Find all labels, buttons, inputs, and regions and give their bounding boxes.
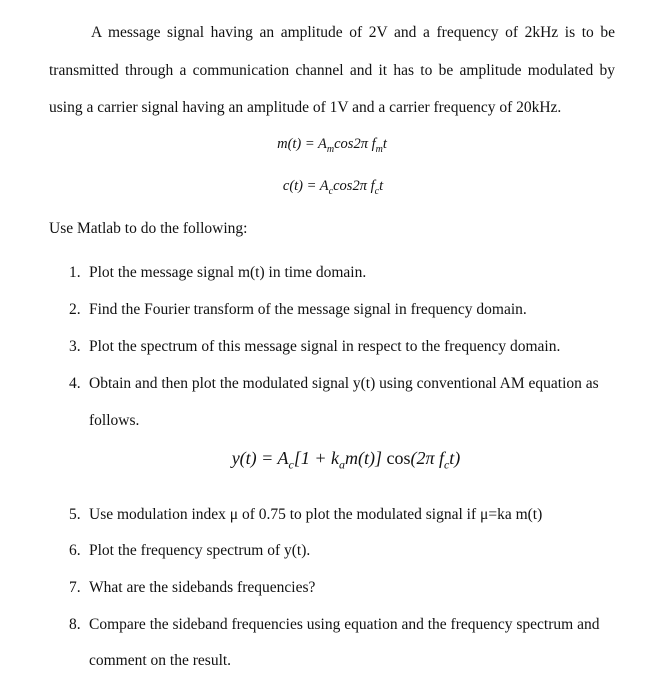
list-item (69, 338, 617, 356)
eq-c-mid: cos2π f (333, 178, 375, 194)
item-number: 1. (69, 264, 81, 281)
list-item (69, 506, 617, 524)
eq-y-mid: [1 + k (293, 448, 339, 468)
eq-m-mid: cos2π f (334, 136, 376, 152)
list-item (69, 616, 617, 634)
item-number: 4. (69, 375, 81, 392)
item-text: Obtain and then plot the modulated signal y(t) using conventional AM equation as (89, 375, 599, 392)
item-text: Plot the spectrum of this message signal in respect to the frequency domain. (89, 338, 561, 355)
item-number: 3. (69, 338, 81, 355)
eq-y-sub-freq: c (443, 457, 450, 472)
eq-c-end: t (379, 178, 384, 194)
eq-m-sub-amp: m (326, 143, 335, 155)
eq-c-sub-amp: c (328, 185, 334, 197)
item-number: 2. (69, 301, 81, 318)
item-number: 6. (69, 542, 81, 559)
use-matlab-heading: Use Matlab to do the following: (49, 220, 248, 237)
item-text: What are the sidebands frequencies? (89, 579, 316, 596)
item-text: Plot the message signal m(t) in time domain. (89, 264, 367, 281)
equation-carrier-signal (0, 178, 656, 197)
eq-y-sub-ka: a (338, 457, 345, 472)
list-item (69, 542, 617, 560)
item-continuation: comment on the result. (89, 652, 232, 669)
eq-y-sub-amp: c (288, 457, 294, 472)
eq-m-lhs: m(t) = A (277, 136, 327, 152)
equation-am-signal (0, 448, 656, 473)
eq-y-lhs: y(t) = A (231, 448, 289, 468)
list-item (69, 264, 617, 282)
list-item (69, 579, 617, 597)
list-item (69, 301, 617, 319)
item-text: Use modulation index μ of 0.75 to plot the modulated signal if μ=ka m(t) (89, 506, 543, 523)
item-number: 7. (69, 579, 81, 596)
item-number: 8. (69, 616, 81, 633)
equation-message-signal (0, 136, 656, 155)
item-text: Plot the frequency spectrum of y(t). (89, 542, 311, 559)
eq-m-sub-freq: m (375, 143, 383, 155)
eq-c-sub-freq: c (374, 185, 380, 197)
item-continuation: follows. (89, 412, 140, 429)
item-text: Find the Fourier transform of the message signal in frequency domain. (89, 301, 527, 318)
eq-y-end: t) (449, 448, 461, 468)
eq-y-mid2: m(t)] (344, 448, 387, 468)
list-item (69, 375, 617, 393)
intro-paragraph: A message signal having an amplitude of 2V and a frequency of 2kHz is to be transmitted through a communication channel and it has to be amplitude modulated by using a carrier signal having an amplitude of 1V and a carrier frequency of 20kHz. (49, 24, 615, 116)
eq-y-cos: cos (386, 448, 411, 468)
item-text: Compare the sideband frequencies using equation and the frequency spectrum and (89, 616, 600, 633)
eq-m-end: t (382, 136, 387, 152)
eq-c-lhs: c(t) = A (282, 178, 329, 194)
eq-y-arg: (2π f (410, 448, 444, 468)
item-number: 5. (69, 506, 81, 523)
